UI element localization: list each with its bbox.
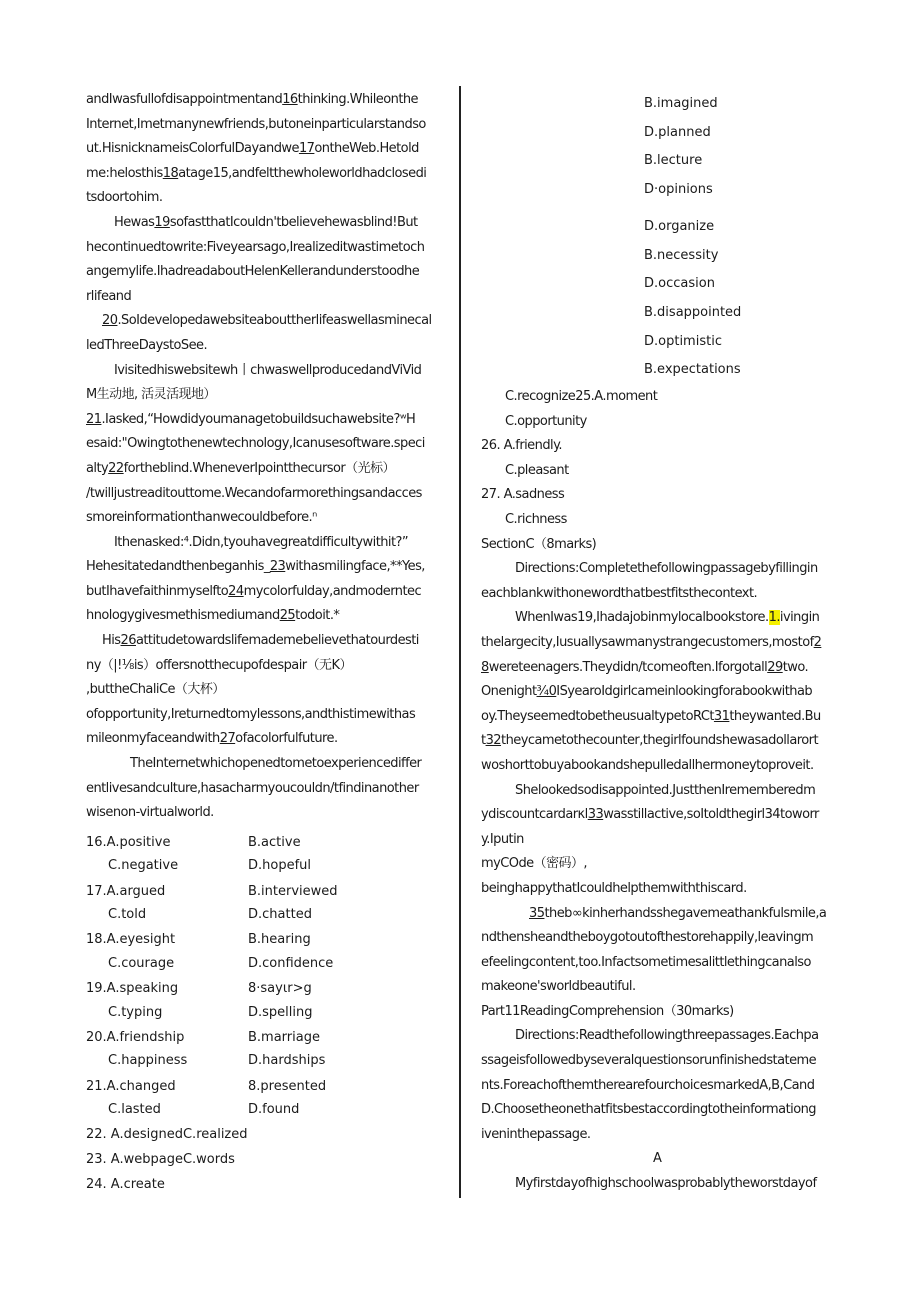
- options-block: [86, 831, 440, 1197]
- option-line: C.recognize25.A.moment: [505, 389, 658, 405]
- highlight-mark: 1.: [768, 610, 780, 626]
- text-line: 8wereteenagers.Theydidn/tcomeoften.Iforgotall29two.: [481, 659, 809, 675]
- option-a: 17.A.argued: [86, 883, 166, 899]
- text-line: woshorttobuyabookandshepulledallhermoneytoproveit.: [481, 757, 814, 773]
- option-line: 22. A.designedC.realized: [86, 1126, 248, 1142]
- text-line: ledThreeDaystoSee.: [86, 337, 208, 353]
- text-line: smoreinformationthanwecouldbefore.ⁿ: [86, 510, 317, 526]
- text-line: efeelingcontent,too.Infactsometimesalittlethingcanalso: [481, 954, 811, 970]
- section-heading: Part11ReadingComprehension（30marks): [481, 1003, 734, 1019]
- text-line: Myfirstdayofhighschoolwasprobablytheworstdayof: [515, 1176, 817, 1192]
- text-line: Shelookedsodisappointed.JustthenIrememberedm: [515, 782, 816, 798]
- option-b: B.active: [248, 834, 301, 850]
- text-line: eachblankwithonewordthatbestfitsthecontext.: [481, 585, 758, 601]
- text-line: TheInternetwhichopenedtometoexperiencediffer: [130, 756, 422, 772]
- text-line: His26attitudetowardslifemademebelievethatourdesti: [102, 633, 419, 649]
- text-line: rlifeand: [86, 288, 132, 304]
- text-line: t32theycametothecounter,thegirlfoundshewasadollarort: [481, 733, 819, 749]
- option-d: D.spelling: [248, 1004, 313, 1020]
- text-line: beinghappythatIcouldhelpthemwiththiscard.: [481, 880, 747, 896]
- option-c: C.typing: [108, 1004, 163, 1020]
- text-line: andIwasfullofdisappointmentand16thinking.Whileonthe: [86, 92, 418, 107]
- text-line: hnologygivesmethismediumand25todoit.*: [86, 608, 340, 624]
- text-line: 20.SoIdevelopedawebsiteabouttherlifeaswellasminecal: [102, 313, 432, 329]
- column-divider: [459, 86, 461, 1198]
- option-b: B.marriage: [248, 1029, 320, 1045]
- text-line: 21.Iasked,“Howdidyoumanagetobuildsuchawebsite?ʷH: [86, 411, 416, 427]
- option-a: 21.A.changed: [86, 1078, 176, 1094]
- text-line: Directions:Completethefollowingpassagebyfillingin: [515, 561, 818, 577]
- option-d: D.hardships: [248, 1053, 326, 1069]
- option-item: B.disappointed: [644, 304, 742, 320]
- options-block: [481, 90, 841, 385]
- option-a: 18.A.eyesight: [86, 932, 176, 948]
- option-c: C.courage: [108, 955, 175, 971]
- text-line: oy.TheyseemedtobetheusualtypetoRCt31theywanted.Bu: [481, 708, 821, 724]
- text-line: Directions:Readthefollowingthreepassages.Eachpa: [515, 1028, 819, 1044]
- text-line: iveninthepassage.: [481, 1126, 591, 1142]
- option-item: B.lecture: [644, 153, 703, 169]
- option-d: D.confidence: [248, 955, 334, 971]
- option-d: D.hopeful: [248, 858, 312, 874]
- option-line: C.opportunity: [505, 413, 587, 429]
- text-line: Hehesitatedandthenbeganhis_23withasmilingface,**Yes,: [86, 559, 425, 575]
- text-line: Onenight¾0ISyearoIdgirlcameinlookingforabookwithab: [481, 684, 813, 700]
- text-line: Hewas19sofastthatIcouldn'tbelievehewasblind!But: [114, 214, 418, 230]
- option-line: 27. A.sadness: [481, 487, 565, 503]
- text-line: M生动地, 活灵活现地）: [86, 387, 216, 403]
- option-line: 24. A.create: [86, 1177, 165, 1193]
- option-line: 26. A.friendly.: [481, 438, 562, 454]
- option-item: D.planned: [644, 124, 711, 140]
- option-item: D.occasion: [644, 276, 715, 292]
- option-line: C.richness: [505, 512, 567, 527]
- text-line: entlivesandculture,hasacharmyoucouldn/tfindinanother: [86, 780, 419, 796]
- text-line: ydiscountcardarκl33wasstillactive,soItoldthegirl34toworr: [481, 807, 819, 823]
- text-line: Ithenasked:⁴.Didn,tyouhavegreatdifficultywithit?”: [114, 534, 409, 550]
- text-line: tsdoortohim.: [86, 190, 163, 206]
- text-line: /twilljustreaditouttome.Wecandofarmorethingsandacces: [86, 485, 422, 501]
- text-line: myCOde（密码）,: [481, 856, 587, 872]
- option-line: C.pleasant: [505, 462, 569, 478]
- option-item: D.optimistic: [644, 333, 722, 349]
- text-line: D.Choosetheonethatfitsbestaccordingtotheinformationg: [481, 1102, 816, 1118]
- text-line: makeone'sworldbeautiful.: [481, 979, 636, 995]
- option-item: D.organize: [644, 218, 715, 234]
- text-line: Internet,Imetmanynewfriends,butoneinparticularstandso: [86, 116, 426, 132]
- text-line: hecontinuedtowrite:Fiveyearsago,Irealizeditwastimetoch: [86, 239, 425, 255]
- text-line: nts.ForeachofthemtherearefourchoicesmarkedA,B,Cand: [481, 1077, 815, 1093]
- option-b: 8.presented: [248, 1078, 327, 1094]
- option-item: B.imagined: [644, 96, 718, 111]
- option-item: D·opinions: [644, 182, 713, 198]
- text-line: me:helosthis18atage15,andfeltthewholeworldhadclosedi: [86, 165, 427, 181]
- text-line: ,buttheChaliCe（大杯）: [86, 682, 225, 698]
- text-line: thelargecity,Iusuallysawmanystrangecustomers,mostof2: [481, 634, 822, 650]
- right-column: [481, 90, 841, 1197]
- option-item: B.necessity: [644, 247, 719, 263]
- text-line: ny（|!⅛is）offersnotthecupofdespair（无K）: [86, 657, 352, 673]
- text-line: alty22fortheblind.WheneverIpointthecursor（光标）: [86, 460, 395, 476]
- option-line: 23. A.webpageC.words: [86, 1151, 235, 1167]
- text-line: ut.HisnicknameisColorfulDayandwe17ontheWeb.Hetold: [86, 141, 419, 157]
- text-line: ndthensheandtheboygotoutofthestorehappily,leavingm: [481, 930, 814, 946]
- text-line: ofopportunity,Ireturnedtomylessons,andthistimewithas: [86, 706, 416, 722]
- option-c: C.lasted: [108, 1102, 161, 1118]
- option-c: C.negative: [108, 858, 179, 874]
- option-a: 20.A.friendship: [86, 1029, 185, 1045]
- text-line: ssageisfollowedbyseveralquestionsorunfinishedstateme: [481, 1053, 817, 1069]
- option-c: C.happiness: [108, 1053, 188, 1069]
- option-d: D.chatted: [248, 906, 312, 922]
- text-line: butIhavefaithinmyselfto24mycolorfulday,andmoderntec: [86, 583, 422, 599]
- option-item: B.expectations: [644, 362, 741, 378]
- text-line: angemylife.IhadreadaboutHelenKellerandunderstoodhe: [86, 264, 420, 280]
- option-b: B.interviewed: [248, 883, 338, 899]
- left-column: [86, 88, 440, 1197]
- option-a: 16.A.positive: [86, 834, 171, 850]
- option-a: 19.A.speaking: [86, 981, 179, 997]
- text-line: y.Iputin: [481, 831, 524, 847]
- text-line: 35theb∞kinherhandsshegavemeathankfulsmile,a: [529, 905, 827, 921]
- text-line: wisenon-virtualworld.: [86, 805, 214, 821]
- option-c: C.told: [108, 906, 147, 922]
- option-b: 8·sayιr>g: [248, 981, 312, 997]
- passage-label: A: [653, 1151, 662, 1167]
- option-b: B.hearing: [248, 932, 311, 948]
- text-line: mileonmyfaceandwith27ofacolorfulfuture.: [86, 731, 338, 747]
- text-line: esaid:"Owingtothenewtechnology,Icanusesoftware.speci: [86, 436, 425, 452]
- option-d: D.found: [248, 1102, 300, 1118]
- text-line: WhenIwas19,Ihadajobinmylocalbookstore.1.ivingin: [515, 610, 820, 626]
- section-heading: SectionC（8marks): [481, 536, 597, 552]
- text-line: Ivisitedhiswebsitewh丨chwaswellproducedandViVid: [114, 362, 422, 378]
